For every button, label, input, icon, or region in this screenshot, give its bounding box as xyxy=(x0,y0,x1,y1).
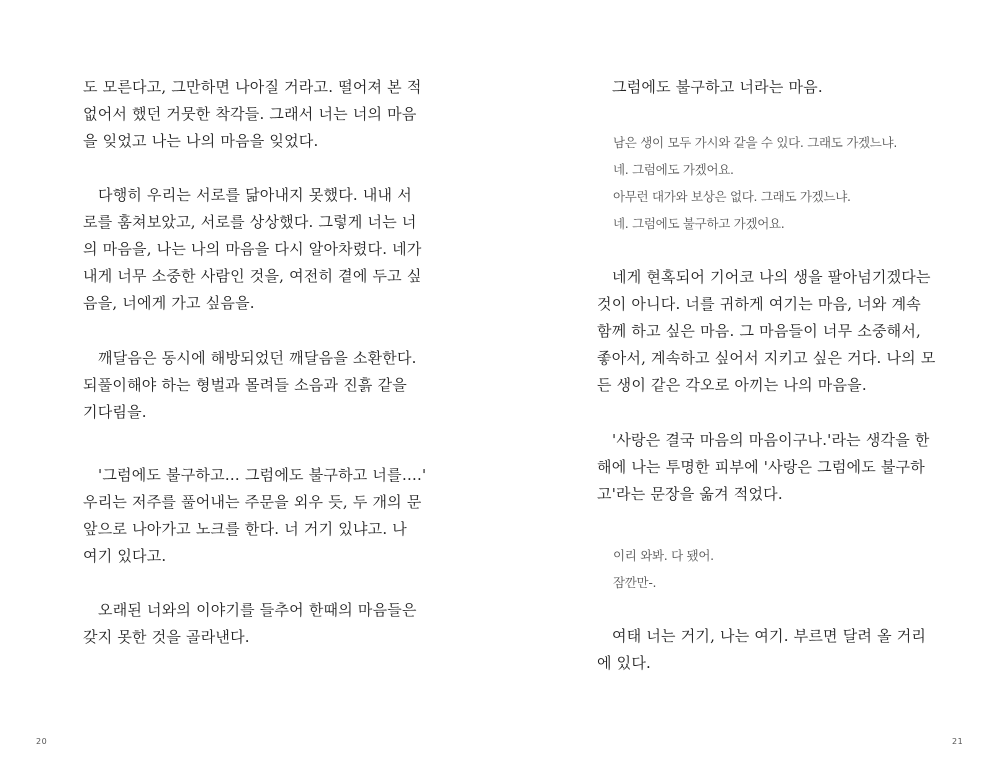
left-paragraph-2 xyxy=(83,182,422,317)
text-line: 오래된 너와의 이야기를 들추어 한때의 마음들은 xyxy=(98,601,417,619)
dialogue-line: 네. 그럼에도 불구하고 가겠어요. xyxy=(613,216,785,231)
text-line: 든 생이 같은 각오로 아끼는 나의 마음을. xyxy=(597,376,867,394)
text-line: '그럼에도 불구하고… 그럼에도 불구하고 너를….' xyxy=(98,466,427,484)
dialogue-line: 이리 와봐. 다 됐어. xyxy=(613,548,714,563)
text-line: 앞으로 나아가고 노크를 한다. 너 거기 있냐고. 나 xyxy=(83,520,407,538)
dialogue-block-1 xyxy=(597,129,937,237)
text-line: '사랑은 결국 마음의 마음이구나.'라는 생각을 한 xyxy=(612,431,930,449)
text-line: 좋아서, 계속하고 싶어서 지키고 싶은 거다. 나의 모 xyxy=(597,349,936,367)
left-paragraph-3 xyxy=(83,345,417,426)
text-line: 없어서 했던 거뭇한 착각들. 그래서 너는 너의 마음 xyxy=(83,105,417,123)
text-line: 함께 하고 싶은 마음. 그 마음들이 너무 소중해서, xyxy=(597,322,921,340)
right-page xyxy=(500,0,1000,782)
text-line: 기다림을. xyxy=(83,403,147,421)
page-number-left: 20 xyxy=(36,737,48,746)
left-paragraph-5 xyxy=(83,597,417,651)
text-line: 로를 훔쳐보았고, 서로를 상상했다. 그렇게 너는 너 xyxy=(83,213,417,231)
left-paragraph-4 xyxy=(83,462,427,570)
text-line: 음을, 너에게 가고 싶음을. xyxy=(83,294,255,312)
text-line: 깨달음은 동시에 해방되었던 깨달음을 소환한다. xyxy=(98,349,417,367)
text-line: 여기 있다고. xyxy=(83,547,167,565)
left-paragraph-1 xyxy=(83,74,422,155)
text-line: 여태 너는 거기, 나는 여기. 부르면 달려 올 거리 xyxy=(612,627,927,645)
dialogue-line: 아무런 대가와 보상은 없다. 그래도 가겠느냐. xyxy=(613,189,851,204)
text-line: 에 있다. xyxy=(597,654,652,672)
dialogue-line: 남은 생이 모두 가시와 같을 수 있다. 그래도 가겠느냐. xyxy=(613,135,898,150)
right-paragraph-4 xyxy=(597,623,927,677)
text-line: 의 마음을, 나는 나의 마음을 다시 알아차렸다. 네가 xyxy=(83,240,422,258)
dialogue-block-2 xyxy=(597,542,937,596)
text-line: 그럼에도 불구하고 너라는 마음. xyxy=(612,78,823,96)
text-line: 도 모른다고, 그만하면 나아질 거라고. 떨어져 본 적 xyxy=(83,78,422,96)
text-line: 우리는 저주를 풀어내는 주문을 외우 듯, 두 개의 문 xyxy=(83,493,422,511)
page-number-right: 21 xyxy=(952,737,964,746)
dialogue-line: 네. 그럼에도 가겠어요. xyxy=(613,162,734,177)
text-line: 을 잊었고 나는 나의 마음을 잊었다. xyxy=(83,132,319,150)
text-line: 갖지 못한 것을 골라낸다. xyxy=(83,628,250,646)
text-line: 것이 아니다. 너를 귀하게 여기는 마음, 너와 계속 xyxy=(597,295,921,313)
right-paragraph-2 xyxy=(597,264,936,399)
text-line: 내게 너무 소중한 사람인 것을, 여전히 곁에 두고 싶 xyxy=(83,267,422,285)
text-line: 네게 현혹되어 기어코 나의 생을 팔아넘기겠다는 xyxy=(612,268,931,286)
text-line: 해에 나는 투명한 피부에 '사랑은 그럼에도 불구하 xyxy=(597,458,925,476)
right-paragraph-1 xyxy=(597,74,921,101)
right-paragraph-3 xyxy=(597,427,930,508)
text-line: 고'라는 문장을 옮겨 적었다. xyxy=(597,485,783,503)
dialogue-line: 잠깐만-. xyxy=(613,575,657,590)
text-line: 되풀이해야 하는 형벌과 몰려들 소음과 진흙 같을 xyxy=(83,376,407,394)
text-line: 다행히 우리는 서로를 닮아내지 못했다. 내내 서 xyxy=(98,186,412,204)
